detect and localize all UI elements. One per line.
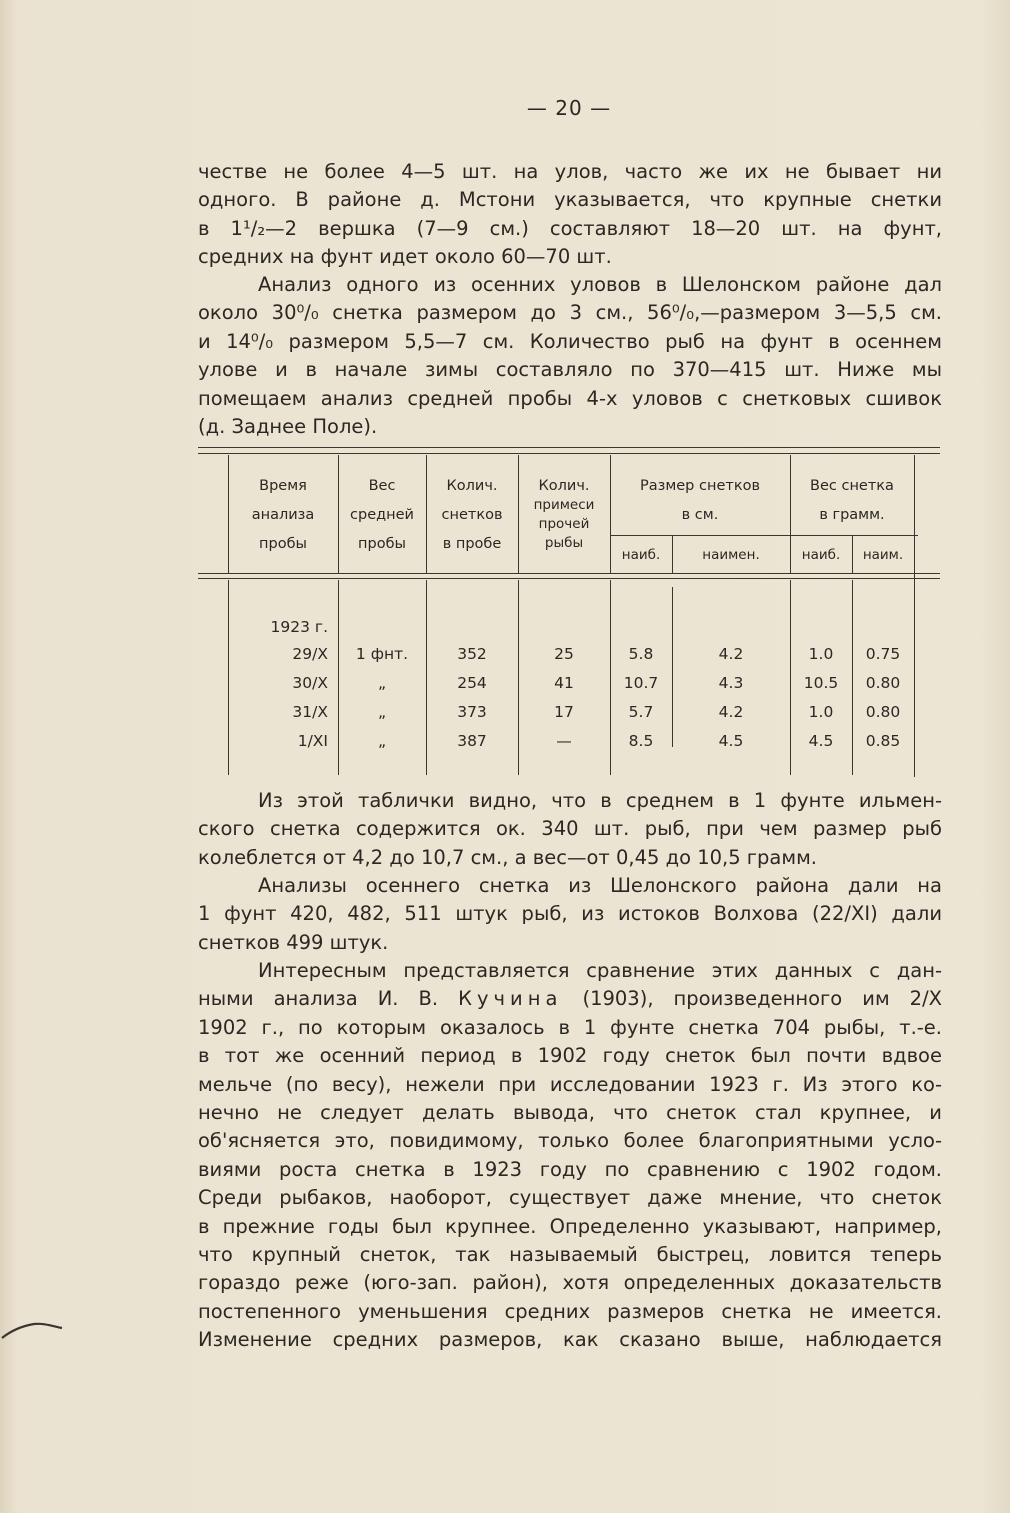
header-size-group [610, 472, 790, 530]
text-line: в тот же осенний период в 1902 году снеток был почти вдвое [198, 1044, 942, 1068]
text-line: что крупный снеток, так называемый быстрец, ловится теперь [198, 1243, 942, 1267]
cell-count: 254 [457, 674, 487, 692]
cell-size-min: 4.5 [718, 732, 744, 750]
cell-weight: „ [377, 674, 387, 692]
text-line: Интересным представляется сравнение этих данных с дан- [258, 959, 942, 982]
cell-date: 30/X [292, 674, 328, 692]
text-line: в 1¹/₂—2 вершка (7—9 см.) составляют 18—20 шт. на фунт, [198, 216, 942, 240]
text-line: 1902 г., по которым оказалось в 1 фунте снетка 704 рыбы, т.-е. [198, 1015, 942, 1039]
cell-admixture: 17 [554, 703, 574, 721]
pen-mark [0, 1310, 70, 1340]
header-text: прочей [538, 516, 590, 532]
table-rule [198, 447, 940, 448]
header-text: средней [350, 507, 414, 523]
cell-weight: „ [377, 732, 387, 750]
table-rule [198, 573, 940, 574]
header-weight-min: наим. [862, 547, 904, 563]
author-name: Кучина [458, 987, 563, 1011]
text-line: помещаем анализ средней пробы 4-х уловов с снетковых сшивок [198, 386, 942, 410]
header-size-min: наимен. [702, 547, 760, 563]
table-rule [610, 535, 918, 536]
cell-weight-max: 10.5 [803, 674, 839, 692]
text-line: снетков 499 штук. [198, 930, 389, 954]
text-line: 1 фунт 420, 482, 511 штук рыб, из истоков Волхова (22/XI) дали [198, 902, 942, 926]
header-text: примеси [533, 497, 595, 513]
cell-weight-min: 0.80 [865, 703, 901, 721]
header-text: снетков [441, 507, 503, 523]
page-number: — 20 — [526, 96, 612, 120]
text-line: Изменение средних размеров, как сказано выше, наблюдается [198, 1328, 942, 1352]
header-text: пробы [259, 536, 307, 552]
text-fragment: ными анализа И. В. [198, 987, 439, 1011]
cell-size-min: 4.2 [718, 703, 744, 721]
text-line: и 14⁰/₀ размером 5,5—7 см. Количество рыб на фунт в осеннем [198, 329, 942, 353]
text-line: ского снетка содержится ок. 340 шт. рыб, при чем размер рыб [198, 817, 942, 841]
cell-date: 1/XI [297, 732, 328, 750]
header-text: в см. [681, 507, 719, 523]
cell-admixture: 25 [554, 645, 574, 663]
cell-size-min: 4.3 [718, 674, 744, 692]
header-text: в грамм. [819, 507, 885, 523]
text-line: колеблется от 4,2 до 10,7 см., а вес—от 0,45 до 10,5 грамм. [198, 845, 818, 869]
text-line: Из этой таблички видно, что в среднем в 1 фунте ильмен- [258, 789, 942, 812]
text-line: Анализ одного из осенних уловов в Шелонском районе дал [258, 273, 942, 296]
cell-weight-min: 0.75 [865, 645, 901, 663]
cell-date: 29/X [292, 645, 328, 663]
cell-count: 373 [457, 703, 487, 721]
paragraph-1 [198, 158, 942, 272]
text-line: улове и в начале зимы составляло по 370—415 шт. Ниже мы [198, 358, 942, 382]
text-line: честве не более 4—5 шт. на улов, часто же их не бывает ни [198, 160, 942, 183]
text-line: в прежние годы был крупнее. Определенно указывают, например, [198, 1214, 942, 1238]
text-line: нечно не следует делать вывода, что снеток стал крупнее, и [198, 1101, 942, 1125]
cell-count: 352 [457, 645, 487, 663]
text-line: (д. Заднее Поле). [198, 415, 378, 439]
cell-count: 387 [457, 732, 487, 750]
cell-size-max: 8.5 [628, 732, 654, 750]
text-line: Среди рыбаков, наоборот, существует даже мнение, что снеток [198, 1186, 942, 1210]
table-border [914, 455, 915, 777]
cell-size-min: 4.2 [718, 645, 744, 663]
header-text: Вес снетка [810, 478, 894, 494]
text-line: виями роста снетка в 1923 году по сравнению с 1902 годом. [198, 1157, 942, 1181]
text-line: одного. В районе д. Мстони указывается, что крупные снетки [198, 188, 942, 212]
header-weight-group [790, 472, 914, 530]
table-rule [198, 453, 940, 454]
text-line: постепенного уменьшения средних размеров снетка не имеется. [198, 1299, 942, 1323]
cell-weight-min: 0.80 [865, 674, 901, 692]
header-text: Колич. [446, 478, 498, 494]
text-line [198, 985, 942, 1013]
data-table [198, 447, 940, 783]
text-line: Анализы осеннего снетка из Шелонского района дали на [258, 874, 942, 897]
header-time [228, 472, 338, 559]
header-size-max: наиб. [621, 547, 661, 563]
text-line: об'ясняется это, повидимому, только более благоприятными усло- [198, 1129, 942, 1153]
cell-weight-min: 0.85 [865, 732, 901, 750]
text-line: около 30⁰/₀ снетка размером до 3 см., 56⁰/₀,—размером 3—5,5 см. [198, 301, 942, 325]
header-text: Вес [368, 478, 396, 494]
text-fragment: (1903), произведенного им 2/X [582, 987, 943, 1011]
cell-size-max: 5.8 [628, 645, 654, 663]
year-label: 1923 г. [270, 618, 328, 636]
paragraph-5 [198, 957, 942, 1355]
header-count [426, 472, 518, 559]
cell-weight-max: 4.5 [808, 732, 834, 750]
cell-weight-max: 1.0 [808, 703, 834, 721]
header-text: Размер снетков [639, 478, 760, 494]
header-text: анализа [251, 507, 315, 523]
cell-size-max: 10.7 [623, 674, 659, 692]
paragraph-3 [198, 787, 942, 872]
paragraph-4 [198, 872, 942, 957]
header-weight-max: наиб. [801, 547, 841, 563]
header-text: Время [259, 478, 307, 494]
header-admixture [518, 477, 610, 553]
text-line: средних на фунт идет около 60—70 шт. [198, 245, 612, 269]
header-text: в пробе [442, 536, 502, 552]
cell-weight-max: 1.0 [808, 645, 834, 663]
paragraph-2 [198, 271, 942, 441]
header-text: рыбы [544, 535, 584, 551]
cell-date: 31/X [292, 703, 328, 721]
table-rule [198, 578, 940, 579]
cell-admixture: — [556, 732, 572, 750]
header-text: Колич. [538, 478, 590, 494]
text-line: гораздо реже (юго-зап. район), хотя определенных доказательств [198, 1271, 942, 1295]
cell-weight: „ [377, 703, 387, 721]
text-line: мельче (по весу), нежели при исследовании 1923 г. Из этого ко- [198, 1072, 942, 1096]
header-weight [338, 472, 426, 559]
cell-size-max: 5.7 [628, 703, 654, 721]
cell-weight: 1 фнт. [355, 645, 409, 663]
cell-admixture: 41 [554, 674, 574, 692]
header-text: пробы [358, 536, 406, 552]
